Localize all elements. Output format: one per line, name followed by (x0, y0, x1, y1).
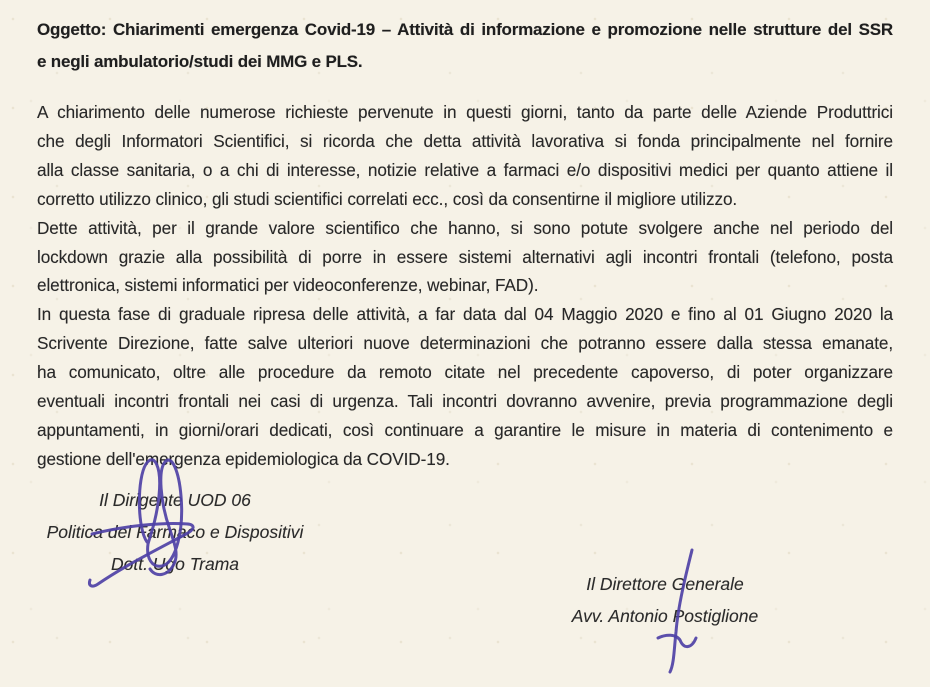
signature-block-direttore-generale (545, 568, 785, 632)
paragraph-gradual-reopening (37, 300, 893, 473)
text-line: Il Dirigente UOD 06 (99, 490, 251, 510)
text-line: gestione dell'emergenza epidemiologica da COVID-19. (37, 448, 450, 469)
text-line: che degli Informatori Scientifici, si ricorda che detta attività lavorativa si fonda principalmente nel fornire (37, 130, 893, 151)
subject-block (37, 14, 893, 78)
text-line: elettronica, sistemi informatici per videoconferenze, webinar, FAD). (37, 275, 539, 296)
letter-body (37, 98, 893, 474)
text-line: Dott. Ugo Trama (110, 554, 240, 574)
text-line: In questa fase di graduale ripresa delle attività, a far data dal 04 Maggio 2020 e fino al 01 Giugno 2020 la (37, 304, 893, 325)
text-line: Politica del Farmaco e Dispositivi (46, 522, 304, 542)
text-line: lockdown grazie alla possibilità di porre in essere sistemi alternativi agli incontri frontali (telefono, posta (37, 246, 893, 267)
signature-block-dirigente-uod06 (33, 484, 317, 580)
paragraph-lockdown-activities (37, 214, 893, 301)
text-line: eventuali incontri frontali nei casi di urgenza. Tali incontri dovranno avvenire, previa programmazione degli (37, 391, 893, 412)
paragraph-clarification (37, 98, 893, 214)
text-line: Il Direttore Generale (586, 574, 744, 594)
text-line: Dette attività, per il grande valore scientifico che hanno, si sono potute svolgere anche nel periodo del (37, 217, 893, 238)
text-line: corretto utilizzo clinico, gli studi scientifici correlati ecc., così da consentirne il migliore utilizzo. (37, 188, 738, 209)
text-line: appuntamenti, in giorni/orari dedicati, così continuare a garantire le misure in materia di contenimento e (37, 419, 893, 440)
text-line: Scrivente Direzione, fatte salve ulteriori nuove determinazioni che potranno essere dalla stessa emanate, (37, 333, 893, 354)
text-line: ha comunicato, oltre alle procedure da remoto citate nel precedente capoverso, di poter organizzare (37, 362, 893, 383)
text-line: Avv. Antonio Postiglione (571, 606, 759, 626)
text-line: e negli ambulatorio/studi dei MMG e PLS. (37, 52, 363, 71)
text-line: alla classe sanitaria, o a chi di interesse, notizie relative a farmaci e/o dispositivi medici per quanto attiene il (37, 159, 893, 180)
text-line: Oggetto: Chiarimenti emergenza Covid-19 – Attività di informazione e promozione nelle strutture del SSR (37, 20, 893, 39)
text-line: A chiarimento delle numerose richieste pervenute in questi giorni, tanto da parte delle Aziende Produttrici (37, 102, 893, 122)
